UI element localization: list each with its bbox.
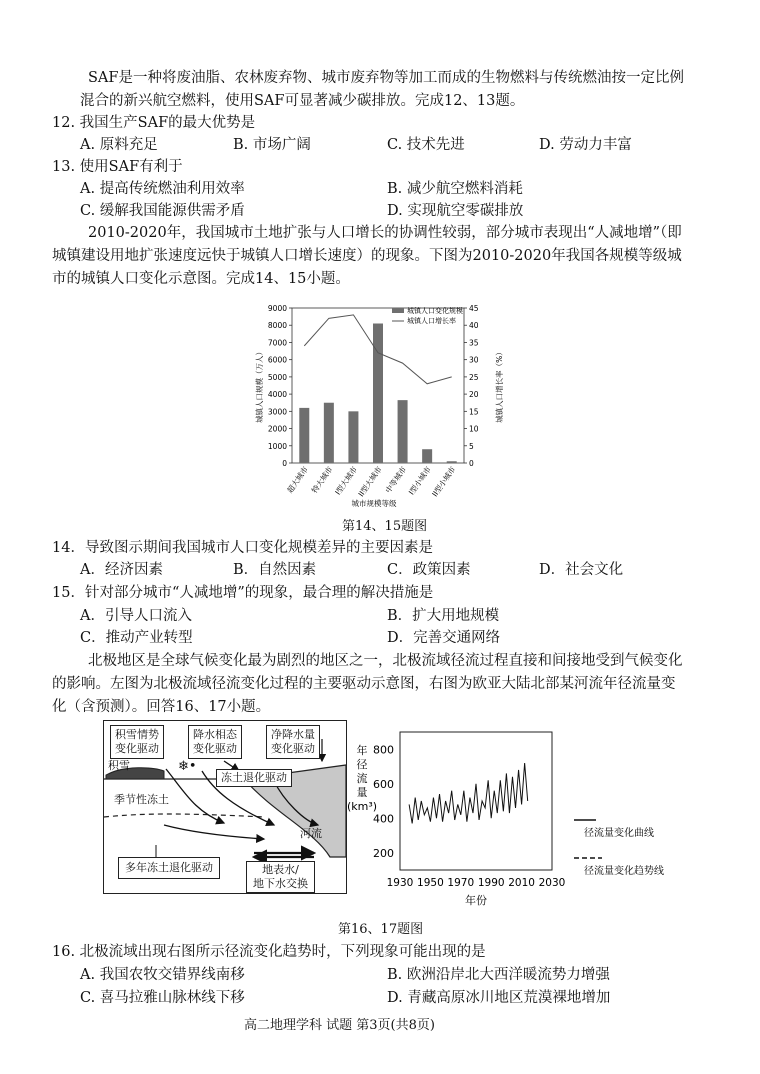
q14-option-a[interactable]: A．经济因素	[80, 562, 163, 578]
box-permafrost: 多年冻土退化驱动	[118, 857, 220, 879]
x-tick-label-1: 特大城市	[309, 464, 335, 495]
x-tick-label-4: 中等城市	[383, 464, 409, 495]
x-tick-label-2: I型大城市	[333, 464, 360, 497]
runoff-x-tick-0: 1930	[386, 877, 414, 889]
y2-tick-label-9: 45	[469, 304, 479, 313]
runoff-y-tick-0: 200	[373, 846, 394, 860]
population-change-chart	[240, 296, 530, 510]
y-tick-label-9: 9000	[267, 304, 287, 313]
bar-3	[373, 324, 383, 464]
runoff-y-label-1: 径	[356, 758, 368, 771]
intro1-line2: 混合的新兴航空燃料，使用SAF可显著减少碳排放。完成12、13题。	[80, 93, 525, 109]
y2-tick-label-8: 40	[469, 321, 479, 331]
q12-option-c[interactable]: C. 技术先进	[387, 137, 465, 153]
y2-tick-label-3: 15	[469, 407, 479, 417]
box-net-precip: 净降水量 变化驱动	[266, 725, 320, 759]
legend-trend-label: 径流量变化趋势线	[584, 866, 664, 877]
runoff-y-label-4: (km³)	[346, 800, 378, 813]
q15-option-b[interactable]: B．扩大用地规模	[387, 608, 500, 624]
y-tick-label-3: 3000	[267, 407, 287, 417]
y-tick-label-6: 6000	[267, 355, 287, 365]
legend-bar-label: 城镇人口变化规模	[407, 307, 463, 315]
q16-option-d[interactable]: D. 青藏高原冰川地区荒漠裸地增加	[387, 990, 611, 1006]
y2-tick-label-2: 10	[469, 424, 479, 434]
y2-tick-label-5: 25	[469, 372, 479, 382]
fig1617-caption: 第16、17题图	[338, 922, 424, 937]
intro3-line3: 化（含预测）。回答16、17小题。	[52, 699, 271, 715]
x-tick-label-0: 超大城市	[285, 464, 310, 495]
q16-option-a[interactable]: A. 我国农牧交错界线南移	[80, 967, 245, 983]
box-water-exchange: 地表水/ 地下水交换	[246, 861, 315, 893]
runoff-y-label-0: 年	[356, 744, 368, 757]
intro2-line2: 城镇建设用地扩张速度远快于城镇人口增长速度）的现象。下图为2010-2020年我国各规模等级城	[52, 248, 682, 264]
bar-6	[447, 461, 457, 463]
intro2-line1: 2010-2020年，我国城市土地扩张与人口增长的协调性较弱，部分城市表现出“人减地增”（即	[88, 225, 682, 241]
y2-axis-label: 城镇人口增长率（%）	[495, 348, 504, 423]
arctic-runoff-diagram	[103, 720, 347, 894]
intro2-line3: 市的城镇人口变化示意图。完成14、15小题。	[52, 271, 350, 287]
runoff-x-axis-label: 年份	[465, 894, 487, 907]
y-tick-label-2: 2000	[267, 424, 287, 434]
q14-option-c[interactable]: C．政策因素	[387, 562, 471, 578]
label-river: 河流	[300, 827, 322, 840]
runoff-x-tick-3: 1990	[477, 877, 505, 889]
runoff-y-label-3: 量	[356, 786, 368, 799]
q14-option-d[interactable]: D．社会文化	[539, 562, 624, 578]
seasonal-frost-line	[104, 814, 264, 817]
q13-stem: 13. 使用SAF有利于	[52, 159, 183, 175]
bar-2	[348, 411, 358, 463]
label-snow: 积雪	[108, 759, 130, 772]
q16-stem: 16. 北极流域出现右图所示径流变化趋势时，下列现象可能出现的是	[52, 944, 486, 960]
y-tick-label-5: 5000	[267, 372, 287, 382]
runoff-x-tick-4: 2010	[508, 877, 535, 889]
runoff-x-tick-1: 1950	[417, 877, 444, 889]
runoff-plot-frame	[400, 732, 552, 870]
runoff-y-tick-2: 600	[373, 777, 394, 791]
q12-stem: 12. 我国生产SAF的最大优势是	[52, 115, 256, 131]
box-snow-regime: 积雪情势 变化驱动	[110, 725, 164, 759]
x-tick-label-3: II型大城市	[356, 464, 384, 499]
fig1415-caption: 第14、15题图	[342, 519, 428, 534]
q12-option-d[interactable]: D. 劳动力丰富	[539, 137, 632, 153]
bar-5	[422, 449, 432, 463]
runoff-chart	[346, 720, 712, 910]
q14-stem: 14．导致图示期间我国城市人口变化规模差异的主要因素是	[52, 540, 433, 556]
page-footer: 高二地理学科 试题 第3页(共8页)	[244, 1018, 435, 1033]
runoff-curve	[409, 763, 528, 823]
y2-tick-label-4: 20	[469, 390, 479, 400]
intro1-line1: SAF是一种将废油脂、农林废弃物、城市废弃物等加工而成的生物燃料与传统燃油按一定比例	[88, 70, 684, 86]
y2-tick-label-6: 30	[469, 355, 479, 365]
x-tick-label-5: I型小城市	[406, 464, 433, 497]
runoff-x-tick-2: 1970	[447, 877, 475, 889]
q14-option-b[interactable]: B．自然因素	[233, 562, 317, 578]
q12-option-a[interactable]: A. 原料充足	[80, 137, 158, 153]
bar-1	[324, 403, 334, 463]
snow-rain-icon: ❄•	[178, 759, 197, 774]
intro3-line2: 的影响。左图为北极流域径流变化过程的主要驱动示意图，右图为欧亚大陆北部某河流年径流量变	[52, 676, 676, 692]
q12-option-b[interactable]: B. 市场广阔	[233, 137, 311, 153]
x-axis-label: 城市规模等级	[351, 499, 397, 508]
y-tick-label-1: 1000	[267, 441, 287, 451]
runoff-x-tick-5: 2030	[538, 877, 566, 889]
runoff-y-tick-3: 800	[373, 743, 394, 757]
q13-option-a[interactable]: A. 提高传统燃油利用效率	[80, 181, 245, 197]
y2-tick-label-7: 35	[469, 338, 479, 348]
legend-curve-label: 径流量变化曲线	[584, 828, 654, 839]
y-tick-label-4: 4000	[267, 390, 287, 400]
runoff-y-tick-1: 400	[373, 812, 394, 826]
bar-0	[299, 408, 309, 463]
q13-option-d[interactable]: D. 实现航空零碳排放	[387, 203, 524, 219]
y-tick-label-0: 0	[282, 459, 287, 468]
q15-option-d[interactable]: D．完善交通网络	[387, 630, 501, 646]
legend-bar-swatch	[392, 308, 404, 313]
x-tick-label-6: II型小城市	[430, 464, 458, 499]
y-tick-label-8: 8000	[267, 321, 287, 331]
q13-option-b[interactable]: B. 减少航空燃料消耗	[387, 181, 523, 197]
q15-option-c[interactable]: C．推动产业转型	[80, 630, 193, 646]
box-frost-thaw: 冻土退化驱动	[216, 769, 292, 787]
y2-tick-label-0: 0	[469, 459, 474, 468]
q15-option-a[interactable]: A．引导人口流入	[80, 608, 192, 624]
legend-line-label: 城镇人口增长率	[407, 317, 456, 325]
q15-stem: 15．针对部分城市“人减地增”的现象，最合理的解决措施是	[52, 585, 434, 601]
y2-tick-label-1: 5	[469, 441, 474, 451]
label-seasonal-frost: 季节性冻土	[114, 793, 169, 806]
runoff-y-label-2: 流	[356, 772, 368, 785]
q16-option-c[interactable]: C. 喜马拉雅山脉林线下移	[80, 990, 245, 1006]
y-tick-label-7: 7000	[267, 338, 287, 348]
box-precip-phase: 降水相态 变化驱动	[188, 725, 242, 759]
intro3-line1: 北极地区是全球气候变化最为剧烈的地区之一，北极流域径流过程直接和间接地受到气候变化	[88, 653, 683, 669]
q16-option-b[interactable]: B. 欧洲沿岸北大西洋暖流势力增强	[387, 967, 610, 983]
q13-option-c[interactable]: C. 缓解我国能源供需矛盾	[80, 203, 245, 219]
bar-4	[398, 400, 408, 463]
y-axis-label: 城镇人口规模（万人）	[255, 348, 264, 423]
